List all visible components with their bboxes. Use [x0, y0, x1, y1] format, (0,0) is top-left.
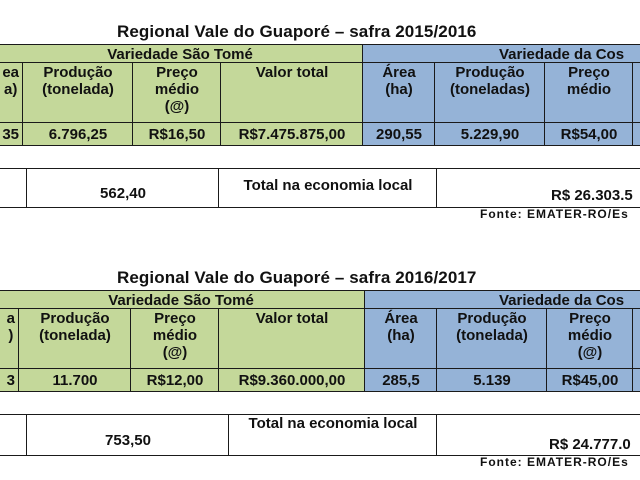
value-area-right: 290,55: [362, 122, 436, 146]
summary-label: Total na economia local: [218, 168, 438, 208]
header-preco-right: Preço médio (@): [546, 308, 634, 370]
header-area-left: ea a): [0, 62, 24, 124]
value-valor-total: R$7.475.875,00: [220, 122, 364, 146]
value-area-right: 285,5: [364, 368, 438, 392]
header-cut-column: [632, 308, 640, 370]
header-producao-left: Produção (tonelada): [22, 62, 134, 124]
header-producao-right: Produção (tonelada): [436, 308, 548, 370]
header-producao-right: Produção (toneladas): [434, 62, 546, 124]
header-producao-left: Produção (tonelada): [18, 308, 132, 370]
group-header-costa: Variedade da Cos: [362, 44, 640, 64]
group-header-sao-tome: Variedade São Tomé: [0, 290, 366, 310]
summary-amount: 753,50: [26, 414, 230, 456]
value-preco-left: R$12,00: [130, 368, 220, 392]
header-valor-total: Valor total: [218, 308, 366, 370]
value-producao-left: 11.700: [18, 368, 132, 392]
value-valor-total: R$9.360.000,00: [218, 368, 366, 392]
source-note: Fonte: EMATER-RO/Es: [480, 455, 629, 469]
value-producao-right: 5.229,90: [434, 122, 546, 146]
summary-blank-cell: [0, 168, 28, 208]
group-header-sao-tome: Variedade São Tomé: [0, 44, 364, 64]
summary-total: R$ 24.777.0: [436, 414, 640, 456]
summary-label: Total na economia local: [228, 414, 438, 456]
header-area-right: Área (ha): [364, 308, 438, 370]
value-cut-column: [632, 368, 640, 392]
summary-total: R$ 26.303.5: [436, 168, 640, 208]
header-preco-left: Preço médio (@): [130, 308, 220, 370]
summary-blank-cell: [0, 414, 28, 456]
header-preco-left: Preço médio (@): [132, 62, 222, 124]
table-title: Regional Vale do Guaporé – safra 2016/2017: [117, 268, 477, 287]
value-preco-right: R$54,00: [544, 122, 634, 146]
group-header-costa: Variedade da Cos: [364, 290, 640, 310]
header-area-left: a ): [0, 308, 20, 370]
header-area-right: Área (ha): [362, 62, 436, 124]
header-cut-column: [632, 62, 640, 124]
header-preco-right: Preço médio: [544, 62, 634, 124]
value-producao-right: 5.139: [436, 368, 548, 392]
table-title: Regional Vale do Guaporé – safra 2015/2016: [117, 22, 477, 41]
value-preco-left: R$16,50: [132, 122, 222, 146]
value-preco-right: R$45,00: [546, 368, 634, 392]
summary-amount: 562,40: [26, 168, 220, 208]
source-note: Fonte: EMATER-RO/Es: [480, 207, 629, 221]
value-cut-column: [632, 122, 640, 146]
value-area-left: 35: [0, 122, 24, 146]
value-area-left: 3: [0, 368, 20, 392]
value-producao-left: 6.796,25: [22, 122, 134, 146]
header-valor-total: Valor total: [220, 62, 364, 124]
